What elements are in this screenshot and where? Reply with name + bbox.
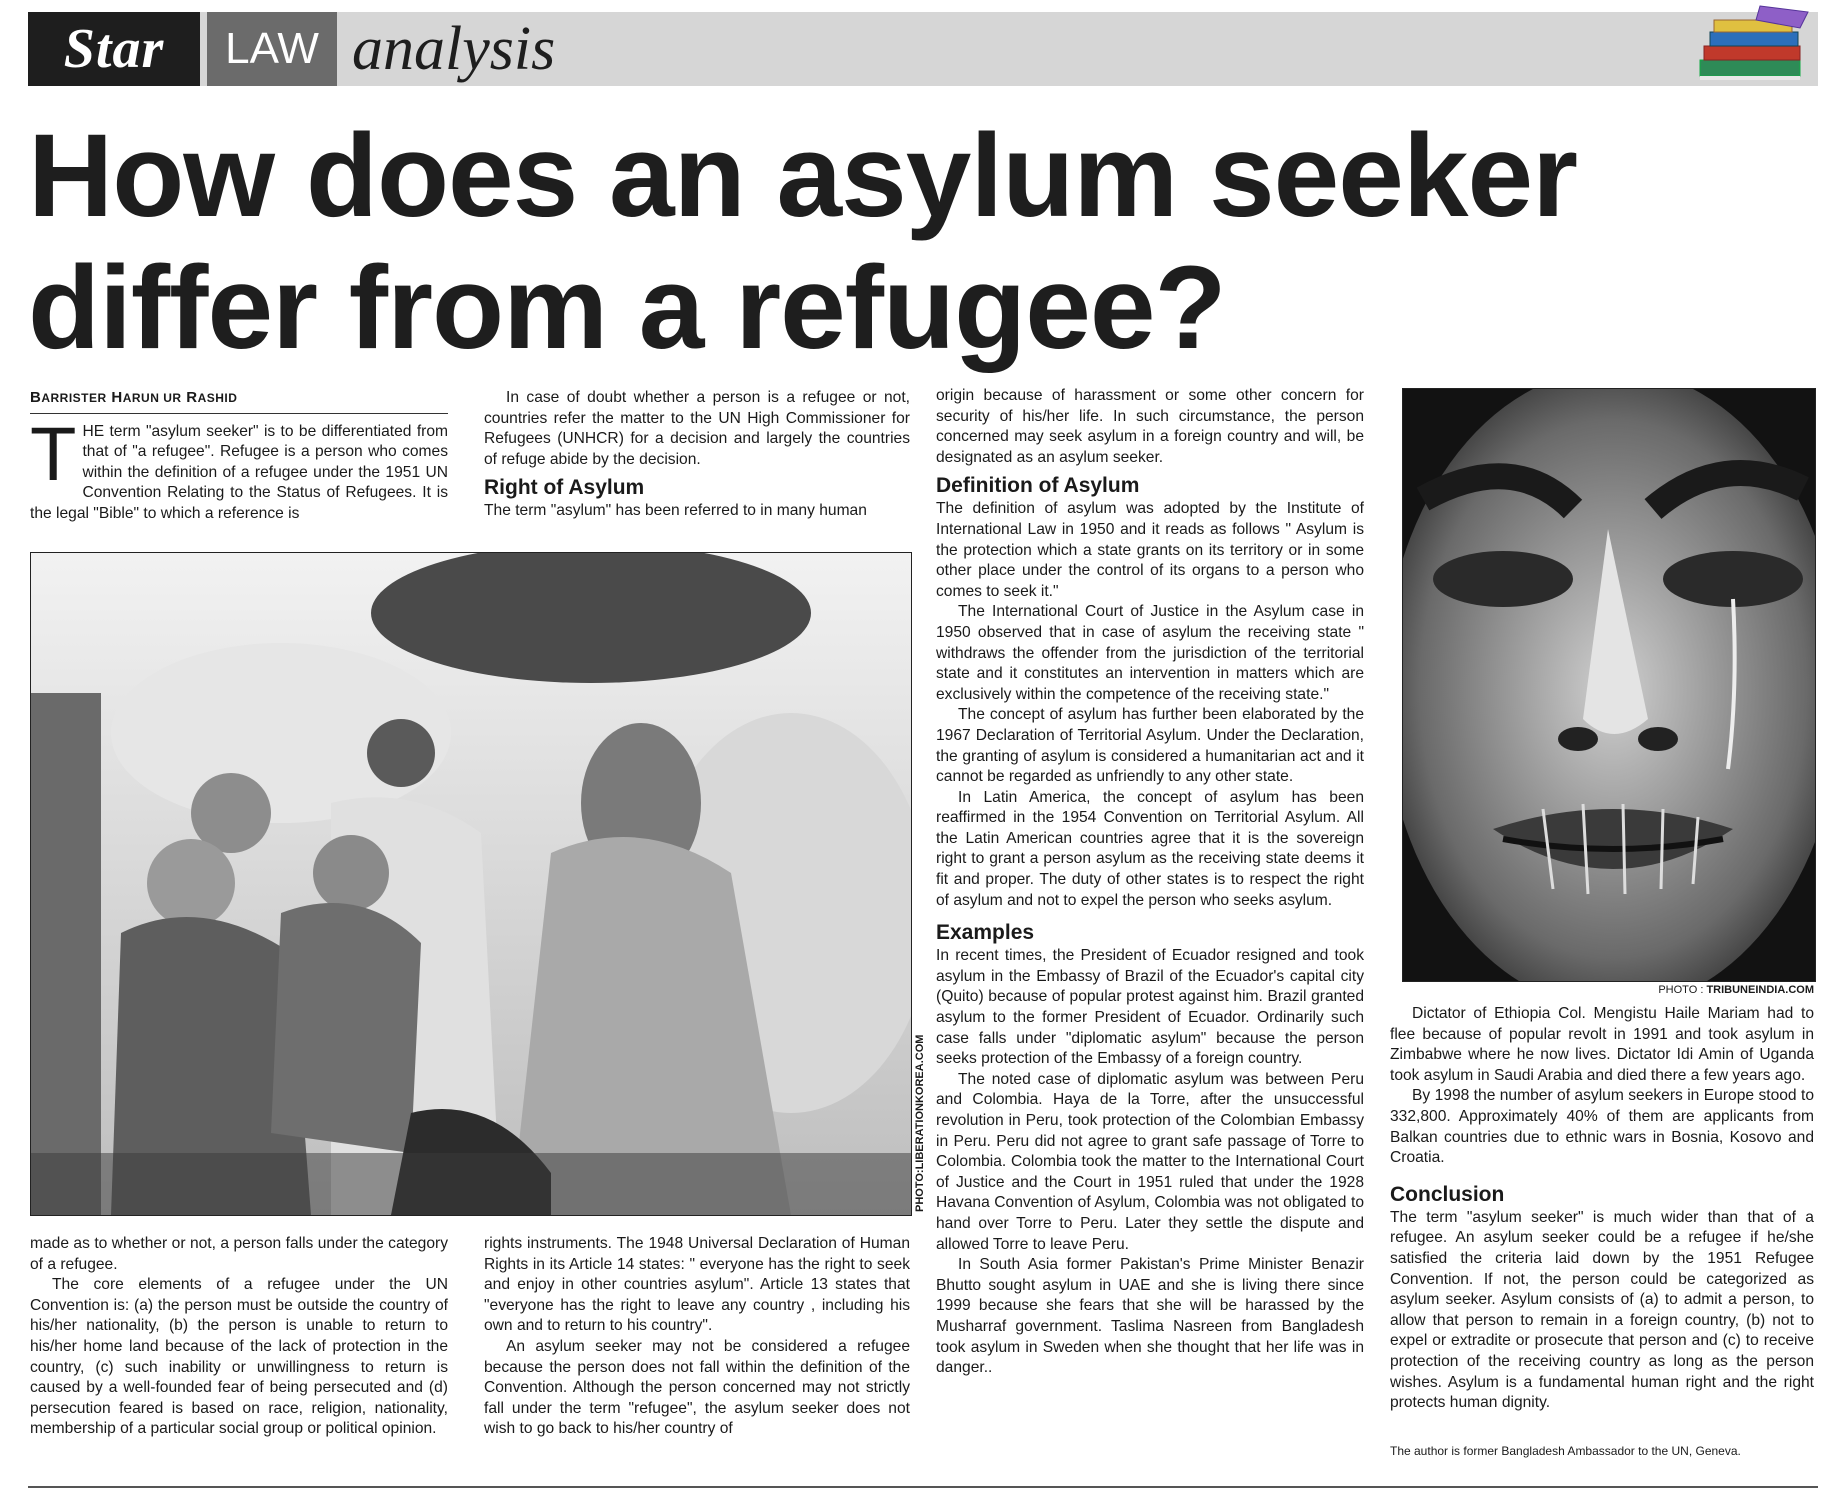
paragraph: rights instruments. The 1948 Universal Declaration of Human Rights in its Article 14 states: " everyone has the right to seek and enjoy in other countries asylum". Article 13 states that "everyone has the right to leave any country , including his own and to return to his country". xyxy=(484,1235,910,1335)
paragraph: origin because of harassment or some other concern for security of his/her life. In such circumstance, the person concerned may seek asylum in a foreign country and will, be designated as an asylum seeker. xyxy=(936,387,1364,466)
byline-part: ASHID xyxy=(197,391,238,405)
byline xyxy=(30,388,448,414)
paragraph: The term "asylum" has been referred to in many human xyxy=(484,502,867,520)
paragraph: The core elements of a refugee under the UN Convention is: (a) the person must be outside the country of his/her nationality, (b) the person is unable to return to his/her home land because of the lack of protection in the country, (c) such inability or unwillingness to return is caused by a well-founded fear of being persecuted and (d) persecution feared is based on race, religion, nationality, membership of a particular social group or political opinion. xyxy=(30,1276,448,1438)
subhead-definition-of-asylum: Definition of Asylum xyxy=(936,474,1140,498)
refugee-photo xyxy=(30,552,912,1216)
paragraph: The International Court of Justice in the Asylum case in 1950 observed that in case of asylum the receiving state " withdraws the offender from the jurisdiction of the territorial state and it constitutes an intervention in matters which are exclusively within the competence of the receiving state." xyxy=(936,603,1364,703)
kicker-label: analysis xyxy=(352,15,556,83)
photo-credit-2-prefix: PHOTO : xyxy=(1658,984,1704,996)
column-2-bottom xyxy=(484,1234,910,1440)
section-label: LAW xyxy=(207,12,337,86)
byline-part: ARRISTER xyxy=(41,391,107,405)
paragraph: In recent times, the President of Ecuador resigned and took asylum in the Embassy of Brazil of the Ecuador's capital city (Quito) because of popular protest against him. Brazil granted asylum to the former President of Ecuador. Ordinarily such case falls under "diplomatic asylum" because the person seeks protection of the Embassy of a foreign country. xyxy=(936,947,1364,1068)
paragraph: HE term "asylum seeker" is to be differentiated from that of "a refugee". Refugee is a person who comes within the definition of a refugee under the 1951 UN Convention Relating to the Status of Refugees. It is the legal "Bible" to which a reference is xyxy=(30,422,448,522)
bottom-rule xyxy=(28,1486,1818,1488)
paragraph: An asylum seeker may not be considered a refugee because the person does not fall within the definition of the Convention. Although the person concerned may not strictly fall under the term "refugee", the asylum seeker does not wish to go back to his/her country of xyxy=(484,1337,910,1438)
paragraph: The term "asylum seeker" is much wider than that of a refugee. An asylum seeker could be a refugee if he/she satisfied the criteria laid down by the 1951 Refugee Convention. If not, the person could be categorized as asylum seeker. Asylum consists of (a) to admit a person, to allow that person to remain in a foreign country, (b) not to expel or extradite or prosecute that person and (c) to receive protection of the receiving country as long as the person wishes. Asylum is a fundamental human right and the right protects human dignity. xyxy=(1390,1208,1814,1412)
photo-credit-2 xyxy=(1402,984,1814,996)
column-4 xyxy=(1390,1004,1814,1414)
column-1-bottom xyxy=(30,1234,448,1440)
paragraph: Dictator of Ethiopia Col. Mengistu Haile Mariam had to flee because of popular revolt in 1991 and took asylum in Zimbabwe where he now lives. Dictator Idi Amin of Uganda took asylum in Saudi Arabia and died there a few years ago. xyxy=(1390,1005,1814,1084)
paragraph: The concept of asylum has further been elaborated by the 1967 Declaration of Territorial Asylum. Under the Declaration, the granting of asylum is considered a humanitarian act and it cannot be regarded as unfriendly to any other state. xyxy=(936,706,1364,786)
column-3 xyxy=(936,386,1364,1379)
drop-cap: T xyxy=(30,411,77,497)
paragraph: By 1998 the number of asylum seekers in Europe stood to 332,800. Approximately 40% of them are applicants from Balkan countries due to ethnic wars in Bosnia, Kosovo and Croatia. xyxy=(1390,1087,1814,1167)
photo-credit-2-source: TRIBUNEINDIA.COM xyxy=(1706,984,1814,996)
paragraph: In South Asia former Pakistan's Prime Minister Benazir Bhutto sought asylum in UAE and she is living there since 1999 because she fears that she will be harassed by the Musharraf government. Taslima Nasreen from Bangladesh took asylum in Sweden when she thought that her life was in danger.. xyxy=(936,1256,1364,1377)
byline-initial: R xyxy=(186,389,198,406)
subhead-examples: Examples xyxy=(936,921,1035,945)
crying-face-photo xyxy=(1402,388,1816,982)
books-icon xyxy=(1690,2,1820,88)
subhead-conclusion: Conclusion xyxy=(1390,1182,1505,1206)
column-1-top xyxy=(30,388,448,525)
subhead-right-of-asylum: Right of Asylum xyxy=(484,476,645,500)
paragraph: In Latin America, the concept of asylum has been reaffirmed in the 1954 Convention on Territorial Asylum. All the Latin American countries agree that it is the sovereign right to grant a person asylum as the receiving state deems it fit and proper. The duty of other states is to respect the right of asylum and not to expel the person who seeks asylum. xyxy=(936,788,1364,909)
headline-line-2: differ from a refugee? xyxy=(28,242,1226,374)
paragraph: The definition of asylum was adopted by the Institute of International Law in 1950 and it reads as follows " Asylum is the protection which a state grants on its territory or in some other place under the control of its organs to a person who comes to seek it." xyxy=(936,500,1364,600)
byline-initial: H xyxy=(111,389,123,406)
paragraph: In case of doubt whether a person is a refugee or not, countries refer the matter to the UN High Commissioner for Refugees (UNHCR) for a decision and largely the countries of refuge abide by the decision. xyxy=(484,389,910,468)
headline-line-1: How does an asylum seeker xyxy=(28,110,1578,242)
headline xyxy=(28,110,1818,374)
byline-initial: B xyxy=(30,389,42,406)
brand-logo: Star xyxy=(28,12,200,86)
photo-credit-1 xyxy=(912,1034,930,1212)
photo-credit-1-text: PHOTO:LIBERATIONKOREA.COM xyxy=(914,1034,926,1212)
column-2-top xyxy=(484,388,910,522)
paragraph: made as to whether or not, a person falls under the category of a refugee. xyxy=(30,1235,448,1273)
paragraph: The noted case of diplomatic asylum was between Peru and Colombia. Haya de la Torre, after the unsuccessful revolution in Peru, took protection of the Colombian Embassy in Peru. Peru did not agree to grant safe passage of Torre to Colombia. Colombia took the matter to the International Court of Justice and the Court in 1951 ruled that under the 1928 Havana Convention of Asylum, Colombia was not obligated to hand over Torre to Peru. Later they settle the dispute and allowed Torre to leave Peru. xyxy=(936,1070,1364,1253)
byline-part: ARUN UR xyxy=(122,391,182,405)
author-note: The author is former Bangladesh Ambassador to the UN, Geneva. xyxy=(1390,1444,1741,1458)
